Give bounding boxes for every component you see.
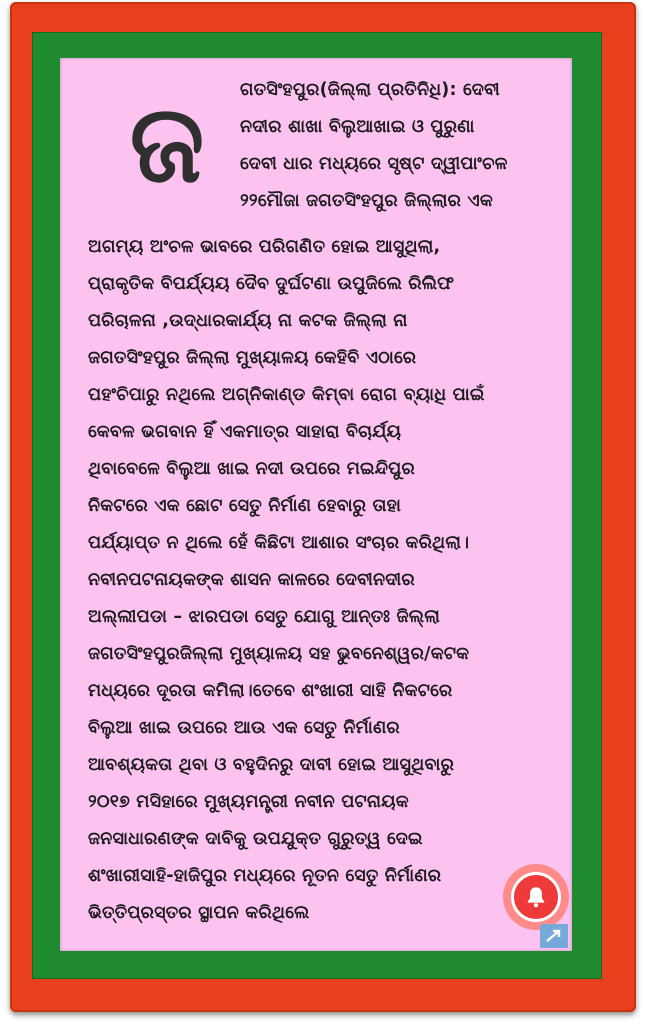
article-line: କେବଳ ଭଗବାନ ହିଁ ଏକମାତ୍ର ସାହାରା ବିଚାର୍ଯ୍ୟ [88, 422, 402, 442]
notification-button-inner [511, 872, 561, 922]
bell-icon [523, 884, 549, 910]
article-line: ପ୍ରାକୃତିକ ବିପର୍ଯ୍ୟୟ ଦୈବ ଦୁର୍ଘଟଣା ଉପୁଜିଲେ ରିଲିଫ [88, 274, 455, 294]
article-line: ଦେବୀ ଧାର ମଧ୍ୟରେ ସୃଷ୍ଟ ଦ୍ୱୀପାଂଚଳ [240, 154, 508, 174]
article-line: ଜନସାଧାରଣଙ୍କ ଦାବିକୁ ଉପଯୁକ୍ତ ଗୁରୁତ୍ୱ ଦେଇ [88, 829, 423, 849]
drop-cap-letter: ଜ [129, 81, 205, 207]
article-line: ବିଲୁଆ ଖାଇ ଉପରେ ଆଉ ଏକ ସେତୁ ନିର୍ମାଣର [88, 718, 400, 738]
article-line: ୨୦୧୭ ମସିହାରେ ମୁଖ୍ୟମନ୍ତ୍ରୀ ନବୀନ ପଟନାୟକ [88, 792, 409, 812]
article-line: ଗତସିଂହପୁର(ଜିଲ୍ଲା ପ୍ରତିନିଧି): ଦେବୀ [240, 80, 500, 100]
notification-button[interactable] [503, 864, 569, 930]
article-line: ଆବଶ୍ୟକତା ଥିବା ଓ ବହୁଦିନରୁ ଦାବୀ ହୋଇ ଆସୁଥିବାରୁ [88, 755, 455, 775]
article-line: ଭିତ୍ତିପ୍ରସ୍ତର ସ୍ଥାପନ କରିଥିଲେ [88, 903, 310, 923]
article-line: ନବୀନପଟନାୟକଙ୍କ ଶାସନ କାଳରେ ଦେବୀନଦୀର [88, 570, 415, 590]
article-line: ଅଲ୍ଲୀପଡା – ଝାରପଡା ସେତୁ ଯୋଗୁ ଆନ୍ତଃ ଜିଲ୍ଲା [88, 607, 440, 627]
article-line: ନିକଟରେ ଏକ ଛୋଟ ସେତୁ ନିର୍ମାଣ ହେବାରୁ ତାହା [88, 496, 402, 516]
article-line: ପରିଚାଳନା ,ଉଦ୍ଧାରକାର୍ଯ୍ୟ ନା କଟକ ଜିଲ୍ଲା ନା [88, 311, 408, 331]
article-line: ୨୨ମୌଜା ଜଗତସିଂହପୁର ଜିଲ୍ଲାର ଏକ [240, 191, 493, 211]
article-line: ଜଗତସିଂହପୁର ଜିଲ୍ଲା ମୁଖ୍ୟାଳୟ କେହିବି ଏଠାରେ [88, 348, 417, 368]
article-line: ଶଂଖାରୀସାହି-ହାଜିପୁର ମଧ୍ୟରେ ନୂତନ ସେତୁ ନିର୍ମାଣର [88, 866, 442, 886]
article-line: ନଦୀର ଶାଖା ବିଲୁଆଖାଇ ଓ ପୁରୁଣା [240, 117, 475, 137]
article-line: ପର୍ଯ୍ୟାପ୍ତ ନ ଥିଲେ ହେଁ କିଛିଟା ଆଶାର ସଂଚାର କରିଥିଲା। [88, 533, 470, 553]
article-line: ଅଗମ୍ୟ ଅଂଚଳ ଭାବରେ ପରିଗଣିତ ହୋଇ ଆସୁଥିଲା, [88, 237, 441, 257]
expand-arrow-icon [544, 928, 564, 944]
article-line: ଥିବାବେଳେ ବିଲୁଆ ଖାଇ ନଦୀ ଉପରେ ମଇନ୍ଦିପୁର [88, 459, 415, 479]
article-line: ମଧ୍ୟରେ ଦୂରତା କମିଲା।ତେବେ ଶଂଖାରୀ ସାହି ନିକଟରେ [88, 681, 453, 701]
article-line: ପହଂଚିପାରୁ ନଥିଲେ ଅଗ୍ନିକାଣ୍ଡ କିମ୍ବା ରୋଗ ବ୍ୟାଧି ପାଇଁ [88, 385, 485, 405]
scroll-corner-tab[interactable] [540, 924, 568, 948]
article-line: ଜଗତସିଂହପୁରଜିଲ୍ଲା ମୁଖ୍ୟାଳୟ ସହ ଭୁବନେଶ୍ୱର/କଟକ [88, 644, 470, 664]
